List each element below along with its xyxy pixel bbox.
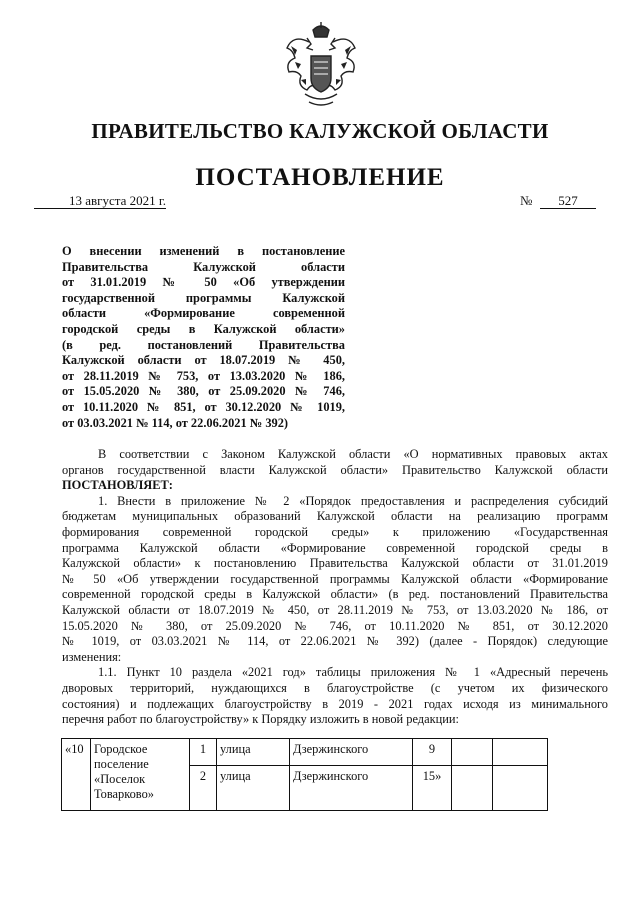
document-type: ПОСТАНОВЛЕНИЕ bbox=[195, 164, 445, 191]
body-line: современной городской среды в Калужской области» (в ред. постановлений Правительства bbox=[62, 587, 608, 602]
empty-cell bbox=[493, 766, 548, 811]
empty-cell bbox=[452, 766, 493, 811]
subject-line: от 10.11.2020 № 851, от 30.12.2020 № 1019, bbox=[62, 399, 345, 414]
body-text bbox=[62, 447, 608, 728]
coat-of-arms-emblem bbox=[283, 22, 359, 110]
row-number-cell: 1 bbox=[190, 739, 217, 766]
body-line: № 1019, от 03.03.2021 № 114, от 22.06.2021 № 392) (далее - Порядок) следующие bbox=[62, 634, 608, 649]
government-title: ПРАВИТЕЛЬСТВО КАЛУЖСКОЙ ОБЛАСТИ bbox=[91, 119, 549, 143]
street-name-cell: Дзержинского bbox=[290, 739, 413, 766]
settlement-cell: Городское поселение «Поселок Товарково» bbox=[91, 739, 190, 811]
body-line: 1.1. Пункт 10 раздела «2021 год» таблицы приложения № 1 «Адресный перечень bbox=[98, 665, 608, 680]
body-line: органов государственной власти Калужской области» Правительство Калужской области bbox=[62, 462, 608, 477]
subject-line: государственной программы Калужской bbox=[62, 290, 345, 305]
house-number-cell: 9 bbox=[413, 739, 452, 766]
street-type-cell: улица bbox=[217, 766, 290, 811]
house-number-cell: 15» bbox=[413, 766, 452, 811]
body-line: Калужской области» к постановлению Правительства Калужской области от 31.01.2019 bbox=[62, 556, 608, 571]
table-row bbox=[62, 739, 548, 766]
empty-cell bbox=[452, 739, 493, 766]
body-line: программа Калужской области «Формирование современной городской среды в bbox=[62, 540, 608, 555]
subject-line: от 28.11.2019 № 753, от 13.03.2020 № 186, bbox=[62, 368, 345, 383]
subject-line: (в ред. постановлений Правительства bbox=[62, 337, 345, 352]
number-label: № bbox=[520, 193, 533, 208]
street-name-cell: Дзержинского bbox=[290, 766, 413, 811]
body-line: формирования современной городской среды» к приложению «Государственная bbox=[62, 524, 608, 539]
address-table bbox=[61, 738, 548, 811]
body-line: дворовых территорий, нуждающихся в благоустройстве (с учетом их физического bbox=[62, 680, 608, 695]
subject-line: от 31.01.2019 № 50 «Об утверждении bbox=[62, 275, 345, 290]
resolves-heading: ПОСТАНОВЛЯЕТ: bbox=[62, 478, 173, 493]
subject-line: от 15.05.2020 № 380, от 25.09.2020 № 746, bbox=[62, 384, 345, 399]
empty-cell bbox=[493, 739, 548, 766]
subject-line: от 03.03.2021 № 114, от 22.06.2021 № 392) bbox=[62, 415, 289, 430]
street-type-cell: улица bbox=[217, 739, 290, 766]
body-line: состояния) и подлежащих благоустройству в 2019 - 2021 годах исходя из минимального bbox=[62, 696, 608, 711]
subject-line: области «Формирование современной bbox=[62, 306, 345, 321]
body-line: бюджетам муниципальных образований Калужской области на реализацию программ bbox=[62, 509, 608, 524]
item-number-cell: «10 bbox=[62, 739, 91, 811]
body-line: № 50 «Об утверждении государственной программы Калужской области «Формирование bbox=[62, 571, 608, 586]
document-date: 13 августа 2021 г. bbox=[34, 194, 166, 209]
subject-line: Правительства Калужской области bbox=[62, 259, 345, 274]
body-line: перечня работ по благоустройству» к Порядку изложить в новой редакции: bbox=[62, 712, 459, 727]
body-line: В соответствии с Законом Калужской области «О нормативных правовых актах bbox=[98, 447, 608, 461]
row-number-cell: 2 bbox=[190, 766, 217, 811]
subject-line: городской среды в Калужской области» bbox=[62, 321, 345, 336]
body-line: 15.05.2020 № 380, от 25.09.2020 № 746, от 10.11.2020 № 851, от 30.12.2020 bbox=[62, 618, 608, 633]
subject-line: О внесении изменений в постановление bbox=[62, 244, 345, 258]
body-line: Калужской области от 18.07.2019 № 450, от 28.11.2019 № 753, от 13.03.2020 № 186, от bbox=[62, 602, 608, 617]
subject-block bbox=[62, 244, 345, 431]
subject-line: Калужской области от 18.07.2019 № 450, bbox=[62, 353, 345, 368]
document-number: 527 bbox=[540, 194, 596, 209]
body-line: изменения: bbox=[62, 649, 122, 664]
body-line: 1. Внести в приложение № 2 «Порядок предоставления и распределения субсидий bbox=[98, 493, 608, 508]
